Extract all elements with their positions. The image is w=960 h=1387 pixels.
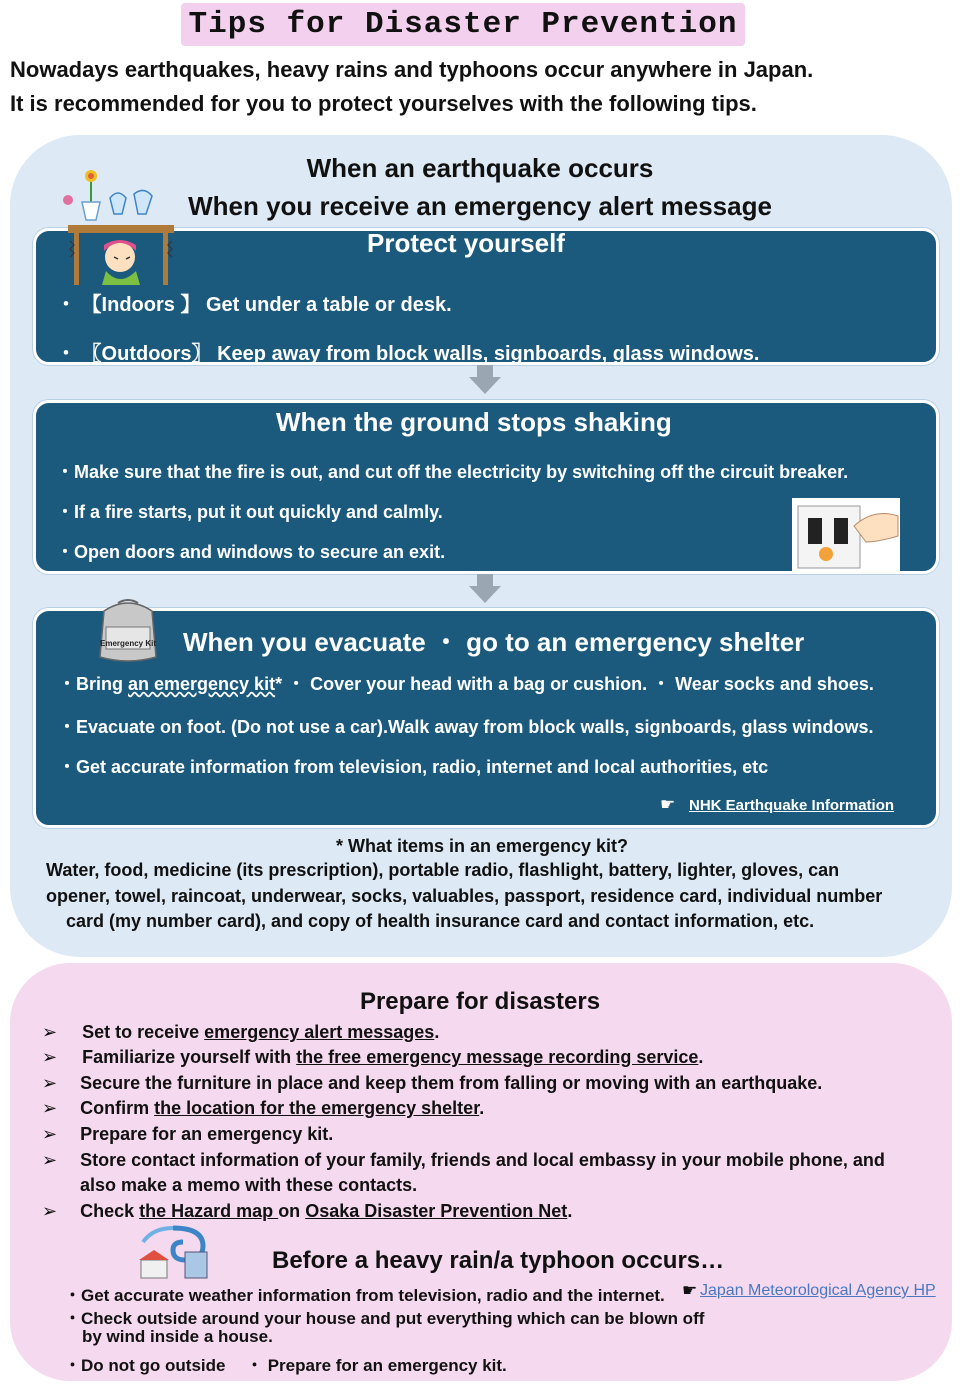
circuit-breaker-icon (792, 498, 900, 572)
prepare-item: ➢ Store contact information of your family, friends and local embassy in your mobile phone, and (42, 1150, 885, 1170)
evacuate-title: When you evacuate ・ go to an emergency shelter (183, 627, 805, 657)
prepare-kit-tip: ・ Prepare for an emergency kit. (246, 1356, 507, 1375)
emergency-kit-link[interactable]: an emergency kit (128, 674, 276, 694)
blown-off-tip: ・Check outside around your house and put everything which can be blown off (64, 1309, 705, 1328)
fire-starts-tip: ・If a fire starts, put it out quickly and calmly. (56, 502, 443, 522)
shelter-location-link[interactable]: the location for the emergency shelter (154, 1098, 480, 1118)
down-arrow-icon (468, 574, 502, 604)
prepare-item: ➢ Familiarize yourself with the free emergency message recording service. (42, 1047, 704, 1067)
person-under-table-icon (66, 221, 178, 287)
protect-yourself-title: Protect yourself (367, 228, 565, 258)
hazard-map-link[interactable]: the Hazard map (139, 1201, 279, 1221)
prepare-item: ➢ Check the Hazard map on Osaka Disaster Prevention Net. (42, 1201, 573, 1221)
prepare-heading: Prepare for disasters (359, 988, 601, 1015)
rain-heading: Before a heavy rain/a typhoon occurs… (272, 1247, 725, 1274)
down-arrow-icon (468, 365, 502, 395)
ground-stops-title: When the ground stops shaking (276, 407, 672, 437)
arrow-bullet-icon: ➢ (42, 1073, 58, 1093)
prepare-item: ➢ Secure the furniture in place and keep them from falling or moving with an earthquake. (42, 1073, 823, 1093)
message-recording-link[interactable]: the free emergency message recording service (296, 1047, 699, 1067)
accurate-info-tip: ・Get accurate information from television, radio, internet and local authorities, etc (58, 757, 769, 777)
typhoon-icon (133, 1222, 215, 1280)
falling-objects-icon (58, 168, 166, 224)
fire-out-tip: ・Make sure that the fire is out, and cut off the electricity by switching off the circuit breaker. (56, 462, 849, 482)
arrow-bullet-icon: ➢ (42, 1022, 58, 1042)
jma-link[interactable]: Japan Meteorological Agency HP (700, 1282, 936, 1299)
title-banner (181, 3, 745, 46)
alert-heading: When you receive an emergency alert message (188, 191, 772, 221)
backpack-label: Emergency Kit (100, 639, 157, 648)
open-doors-tip: ・Open doors and windows to secure an exit. (56, 542, 446, 562)
page-title: Tips for Disaster Prevention (188, 7, 738, 42)
pointing-hand-icon: ☛ (660, 795, 676, 814)
earthquake-heading: When an earthquake occurs (306, 153, 654, 183)
outdoors-tip: ・ 〖Outdoors〗 Keep away from block walls, signboards, glass windows. (56, 343, 760, 365)
arrow-bullet-icon: ➢ (42, 1098, 58, 1118)
kit-items-line-2: opener, towel, raincoat, underwear, socks, valuables, passport, residence card, individual number (46, 886, 883, 906)
blown-off-tip-continued: by wind inside a house. (82, 1327, 273, 1346)
evacuate-foot-tip: ・Evacuate on foot. (Do not use a car).Walk away from block walls, signboards, glass windows. (58, 717, 874, 737)
emergency-kit-backpack-icon (96, 597, 160, 663)
osaka-prevention-net-link[interactable]: Osaka Disaster Prevention Net (305, 1201, 568, 1221)
weather-info-tip: ・Get accurate weather information from television, radio and the internet. (64, 1286, 665, 1305)
indoors-tip: ・ 【Indoors 】 Get under a table or desk. (56, 294, 452, 316)
intro-line-1: Nowadays earthquakes, heavy rains and typhoons occur anywhere in Japan. (10, 57, 814, 82)
prepare-item: ➢ Confirm the location for the emergency shelter. (42, 1098, 485, 1118)
pointing-hand-icon: ☛ (682, 1281, 698, 1300)
arrow-bullet-icon: ➢ (42, 1124, 58, 1144)
prepare-item: ➢ Set to receive emergency alert messages. (42, 1022, 440, 1042)
arrow-bullet-icon: ➢ (42, 1150, 58, 1170)
bring-kit-tip: ・Bring an emergency kit* ・ Cover your head with a bag or cushion. ・ Wear socks and shoes. (58, 674, 874, 694)
stay-inside-tip: ・Do not go outside (64, 1356, 226, 1375)
emergency-alert-link[interactable]: emergency alert messages (204, 1022, 435, 1042)
kit-items-line-3: card (my number card), and copy of health insurance card and contact information, etc. (66, 911, 815, 931)
intro-line-2: It is recommended for you to protect yourselves with the following tips. (10, 91, 757, 116)
prepare-item: ➢ Prepare for an emergency kit. (42, 1124, 334, 1144)
arrow-bullet-icon: ➢ (42, 1201, 58, 1221)
prepare-item-continued: also make a memo with these contacts. (80, 1175, 418, 1195)
arrow-bullet-icon: ➢ (42, 1047, 58, 1067)
kit-question: * What items in an emergency kit? (335, 836, 629, 856)
kit-items-line-1: Water, food, medicine (its prescription), portable radio, flashlight, battery, lighter, gloves, can (46, 860, 840, 880)
nhk-earthquake-link[interactable]: NHK Earthquake Information (689, 797, 895, 814)
